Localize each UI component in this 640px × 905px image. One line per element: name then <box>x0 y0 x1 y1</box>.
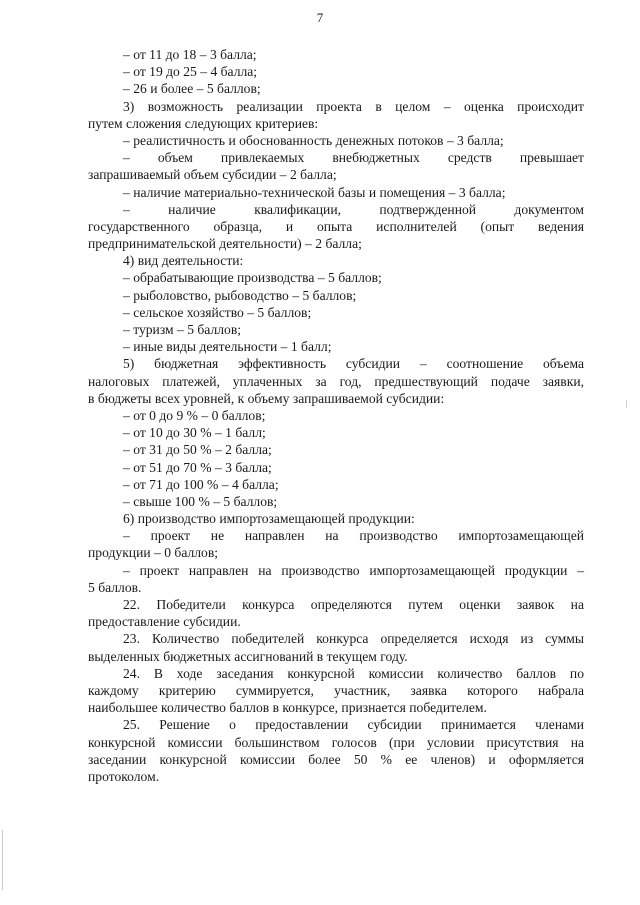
text-line: 6) производство импортозамещающей продукции: <box>123 511 415 527</box>
text-line: – от 19 до 25 – 4 балла; <box>123 64 258 80</box>
text-line: конкурсной комиссии большинством голосов (при условии присутствия на <box>88 734 584 750</box>
text-line: 5) бюджетная эффективность субсидии – соотношение объема <box>123 356 584 372</box>
text-line: 3) возможность реализации проекта в целом – оценка происходит <box>123 98 584 114</box>
scan-artifact <box>626 400 627 408</box>
scan-artifact <box>2 830 3 890</box>
text-line: – от 0 до 9 % – 0 баллов; <box>123 407 266 423</box>
text-line: наибольшее количество баллов в конкурсе, признается победителем. <box>88 700 487 716</box>
text-line: выделенных бюджетных ассигнований в текущем году. <box>88 648 408 664</box>
text-line: 5 баллов. <box>88 579 142 595</box>
text-line: – от 31 до 50 % – 2 балла; <box>123 442 272 458</box>
text-line: – наличие материально-технической базы и помещения – 3 балла; <box>123 184 506 200</box>
text-line: – наличие квалификации, подтвержденной документом <box>123 201 584 217</box>
text-line: – рыболовство, рыбоводство – 5 баллов; <box>123 287 357 303</box>
text-line: – свыше 100 % – 5 баллов; <box>123 493 278 509</box>
text-line: – иные виды деятельности – 1 балл; <box>123 339 332 355</box>
text-line: 22. Победители конкурса определяются путем оценки заявок на <box>123 597 584 612</box>
text-line: 25. Решение о предоставлении субсидии принимается членами <box>123 717 584 733</box>
text-line: – от 11 до 18 – 3 балла; <box>123 47 257 62</box>
text-line: протоколом. <box>88 768 160 784</box>
text-line: путем сложения следующих критериев: <box>88 115 319 131</box>
text-line: – от 71 до 100 % – 4 балла; <box>123 476 279 492</box>
text-line: – туризм – 5 баллов; <box>123 322 242 337</box>
text-line: запрашиваемый объем субсидии – 2 балла; <box>88 167 337 183</box>
text-line: – реалистичность и обоснованность денежных потоков – 3 балла; <box>123 132 504 148</box>
text-line: каждому критерию суммируется, участник, заявка которого набрала <box>88 682 584 698</box>
text-line: 24. В ходе заседания конкурсной комиссии количество баллов по <box>123 665 584 681</box>
text-line: – проект направлен на производство импортозамещающей продукции – <box>123 562 584 578</box>
text-line: 4) вид деятельности: <box>123 253 244 269</box>
text-line: государственного образца, и опыта исполнителей (опыт ведения <box>88 218 584 234</box>
text-line: – обрабатывающие производства – 5 баллов; <box>123 270 382 286</box>
text-line: – проект не направлен на производство импортозамещающей <box>123 528 584 544</box>
text-line: – 26 и более – 5 баллов; <box>123 81 261 97</box>
text-line: – объем привлекаемых внебюджетных средств превышает <box>123 150 584 166</box>
page-number: 7 <box>316 10 324 25</box>
text-line: в бюджеты всех уровней, к объему запрашиваемой субсидии: <box>88 390 445 406</box>
document-body <box>88 46 584 785</box>
text-line: 23. Количество победителей конкурса определяется исходя из суммы <box>123 631 584 647</box>
text-line: предпринимательской деятельности) – 2 балла; <box>88 236 362 252</box>
text-line: продукции – 0 баллов; <box>88 545 219 561</box>
text-line: – от 51 до 70 % – 3 балла; <box>123 459 272 475</box>
text-line: – от 10 до 30 % – 1 балл; <box>123 425 266 441</box>
text-line: налоговых платежей, уплаченных за год, предшествующий подаче заявки, <box>88 373 584 389</box>
text-line: – сельское хозяйство – 5 баллов; <box>123 304 312 320</box>
text-line: заседании конкурсной комиссии более 50 % ее членов) и оформляется <box>88 751 584 767</box>
text-line: предоставление субсидии. <box>88 614 241 630</box>
